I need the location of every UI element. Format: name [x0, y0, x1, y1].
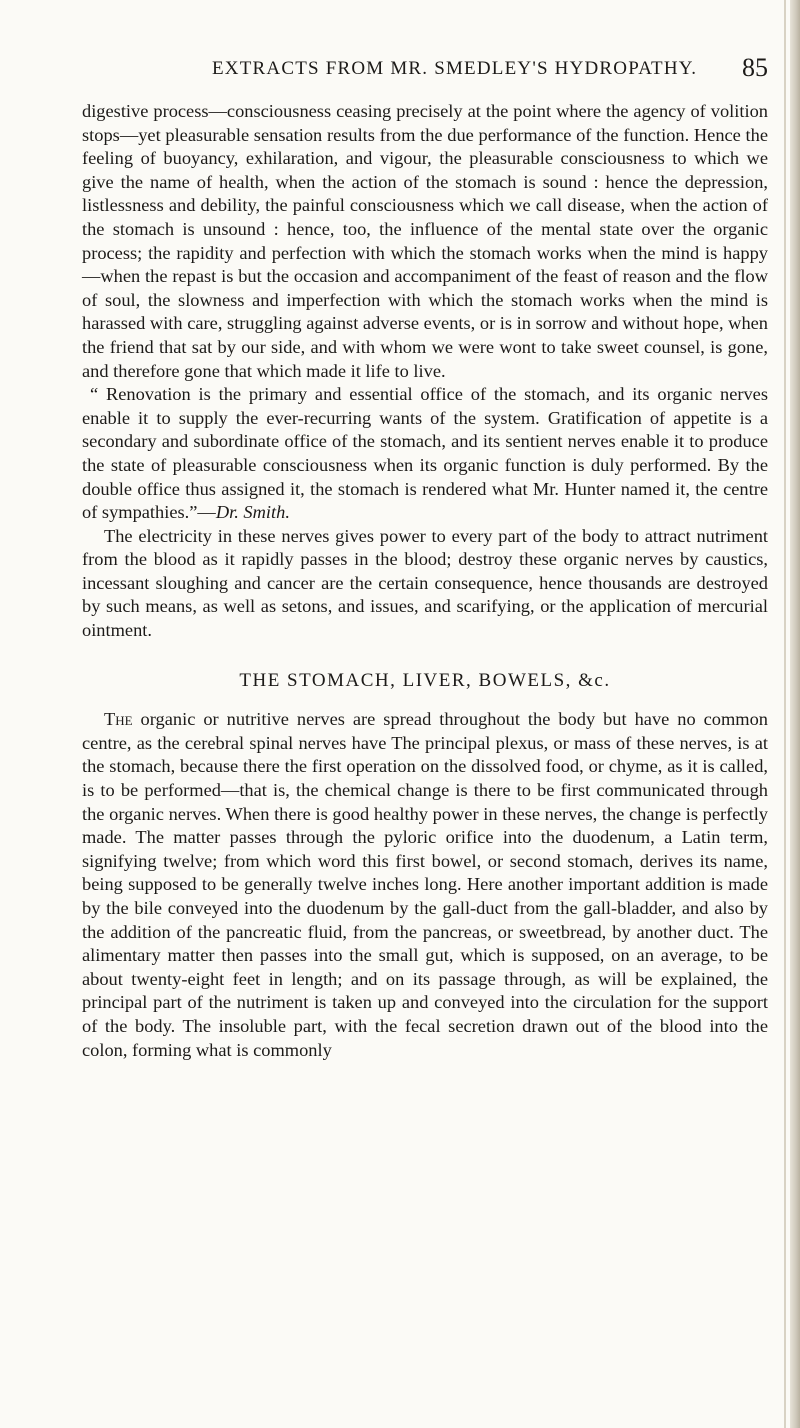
- paragraph-electricity: The electricity in these nerves gives power to every part of the body to attract nutriment from the blood as it rapidly passes in the blood; destroy these organic nerves by caustics, incessant sloughing and cancer are the certain consequence, hence thousands are destroyed by such means, as well as setons, and issues, and scarifying, or the application of mercurial ointment.: [82, 525, 768, 641]
- page-fold-shadow: [784, 0, 786, 1428]
- running-head: EXTRACTS FROM MR. SMEDLEY'S HYDROPATHY.: [212, 58, 698, 79]
- page-edge: [790, 0, 800, 1428]
- section-first-word: The: [104, 709, 133, 730]
- renovation-quote-text: “ Renovation is the primary and essential office of the stomach, and its organic nerves enable it to supply the ever-recurring wants of the system. Gratification of appetite is a secondary and subordinate office of the stomach, and its sentient nerves enable it to produce the state of pleasurable consciousness when its organic function is duly performed. By the double office thus assigned it, the stomach is rendered what Mr. Hunter named it, the centre of sympathies.”—: [82, 384, 768, 523]
- organic-nerves-text: organic or nutritive nerves are spread throughout the body but have no common centre, as the cerebral spinal nerves have The principal plexus, or mass of these nerves, is at the stomach, because there the first operation on the dissolved food, or chyme, as it is called, is to be performed—that is, the chemical change is there to be first communicated through the organic nerves. When there is good healthy power in these nerves, the change is perfectly made. The matter passes through the pyloric orifice into the duodenum, a Latin term, signifying twelve; from which word this first bowel, or second stomach, derives its name, being supposed to be generally twelve inches long. Here another important addition is made by the bile conveyed into the duodenum by the gall-duct from the gall-bladder, and also by the addition of the pancreatic fluid, from the pancreas, or sweetbread, by another duct. The alimentary matter then passes into the small gut, which is supposed, on an average, to be about twenty-eight feet in length; and on its passage through, as will be explained, the principal part of the nutriment is taken up and conveyed into the circulation for the support of the body. The insoluble part, with the fecal secretion drawn out of the blood into the colon, forming what is commonly: [82, 709, 768, 1060]
- paragraph-renovation-quote: [82, 383, 768, 525]
- page-header: [82, 53, 768, 86]
- paragraph-digestive-process: digestive process—consciousness ceasing precisely at the point where the agency of volition stops—yet pleasurable sensation results from the due performance of the function. Hence the feeling of buoyancy, exhilaration, and vigour, the pleasurable consciousness to which we give the name of health, when the action of the stomach is sound : hence the depression, listlessness and debility, the painful consciousness which we call disease, when the action of the stomach is unsound : hence, too, the influence of the mental state over the organic process; the rapidity and perfection with which the stomach works when the mind is happy—when the repast is but the occasion and accompaniment of the feast of reason and the flow of soul, the slowness and imperfection with which the stomach works when the mind is harassed with care, struggling against adverse events, or is in sorrow and without hope, when the friend that sat by our side, and with whom we were wont to take sweet counsel, is gone, and therefore gone that which made it life to live.: [82, 101, 768, 381]
- page-number: 85: [742, 53, 768, 82]
- section-heading: THE STOMACH, LIVER, BOWELS, &c.: [239, 669, 611, 691]
- body-text: [82, 100, 768, 1062]
- paragraph-organic-nerves: [82, 708, 768, 1062]
- quote-attribution: Dr. Smith.: [215, 502, 290, 523]
